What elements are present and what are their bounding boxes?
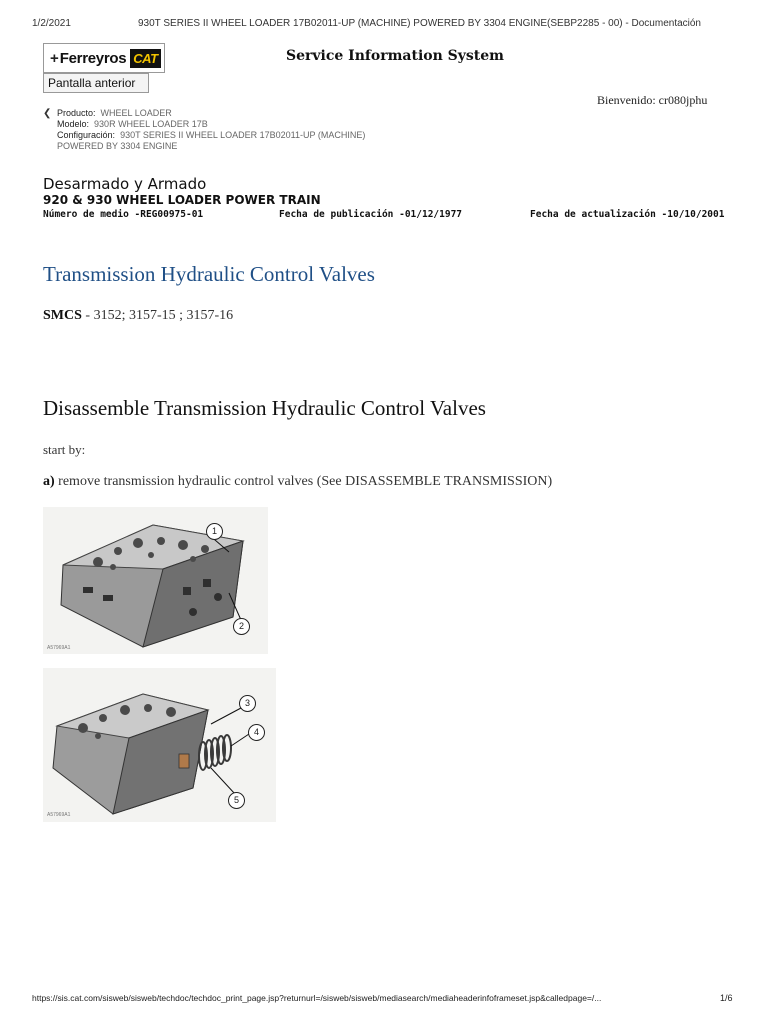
smcs-value: - 3152; 3157-15 ; 3157-16: [81, 308, 234, 323]
publication-date: Fecha de publicación -01/12/1977: [279, 209, 463, 220]
model-label: Modelo:: [57, 119, 90, 129]
system-title: Service Information System: [286, 48, 504, 64]
section-subheading: 920 & 930 WHEEL LOADER POWER TRAIN: [43, 193, 321, 207]
figure-valve-body-2: [43, 668, 276, 822]
smcs-codes: [43, 308, 233, 324]
collapse-arrow-icon[interactable]: ❮: [43, 108, 52, 119]
config-value-continued: POWERED BY 3304 ENGINE: [57, 141, 178, 151]
figure-code-2: A57969A1: [47, 812, 71, 818]
config-label: Configuración:: [57, 130, 116, 140]
logo-brand: Ferreyros: [59, 49, 127, 67]
previous-screen-button[interactable]: Pantalla anterior: [43, 73, 149, 93]
product-info: [57, 108, 365, 152]
product-value: WHEEL LOADER: [100, 108, 172, 118]
document-title: Transmission Hydraulic Control Valves: [43, 262, 375, 286]
smcs-label: SMCS: [43, 308, 82, 323]
media-number: Número de medio -REG00975-01: [43, 209, 204, 220]
section-heading: Desarmado y Armado: [43, 175, 207, 193]
print-page-title: 930T SERIES II WHEEL LOADER 17B02011-UP (MACHINE) POWERED BY 3304 ENGINE(SEBP2285 - 00) - Documentación: [138, 18, 701, 29]
ferreyros-mark-icon: +: [50, 49, 59, 67]
callout-1: 1: [206, 523, 223, 540]
figure-code-1: A57969A1: [47, 645, 71, 651]
print-date: 1/2/2021: [32, 18, 71, 29]
callout-3: 3: [239, 695, 256, 712]
footer-page-number: 1/6: [720, 993, 733, 1003]
step-a: [43, 474, 552, 490]
footer-url: https://sis.cat.com/sisweb/sisweb/techdoc/techdoc_print_page.jsp?returnurl=/sisweb/sisweb/mediasearch/mediaheaderinfoframeset.jsp&calledpage=/...: [32, 993, 602, 1003]
model-value: 930R WHEEL LOADER 17B: [94, 119, 208, 129]
welcome-user: Bienvenido: cr080jphu: [597, 93, 708, 107]
callout-2: 2: [233, 618, 250, 635]
callout-5: 5: [228, 792, 245, 809]
ferreyros-cat-logo: [43, 43, 165, 73]
callout-4: 4: [248, 724, 265, 741]
procedure-heading: Disassemble Transmission Hydraulic Control Valves: [43, 396, 486, 420]
update-date: Fecha de actualización -10/10/2001: [530, 209, 725, 220]
step-a-label: a): [43, 474, 55, 489]
cat-badge: CAT: [130, 49, 160, 68]
figure-valve-body-1: [43, 507, 268, 654]
step-a-text: remove transmission hydraulic control valves (See DISASSEMBLE TRANSMISSION): [54, 474, 553, 489]
start-by-text: start by:: [43, 442, 86, 457]
product-label: Producto:: [57, 108, 96, 118]
config-value: 930T SERIES II WHEEL LOADER 17B02011-UP (MACHINE): [120, 130, 366, 140]
